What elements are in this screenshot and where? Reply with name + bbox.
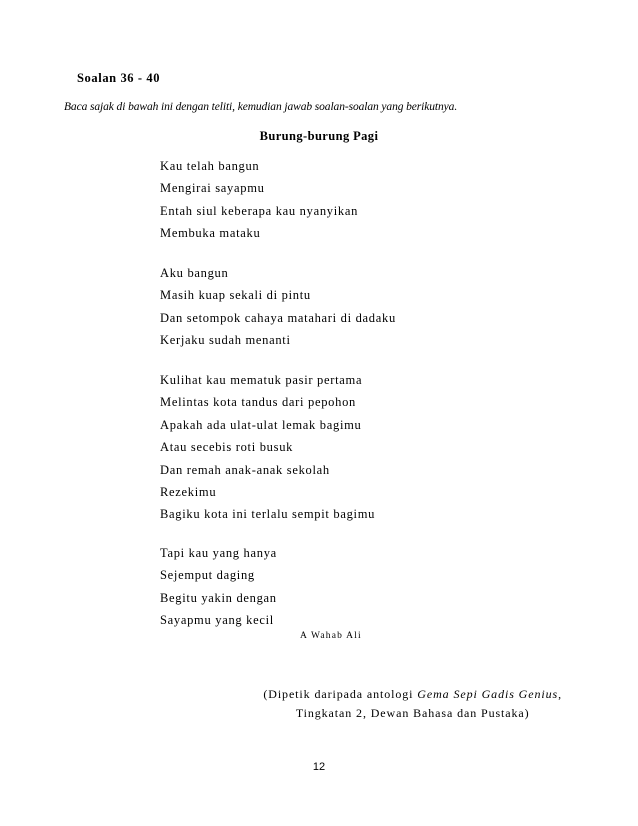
poem-line: Kau telah bangun [160,159,260,173]
poem-line: Membuka mataku [160,226,261,241]
source-line-1 [263,685,562,704]
poem-line: Atau secebis roti busuk [160,440,294,455]
poem-stanza-1 [160,155,358,245]
poem-stanza-2 [160,262,396,352]
poem-line: Rezekimu [160,484,217,499]
poem-line: Apakah ada ulat-ulat lemak bagimu [160,417,362,432]
question-heading: Soalan 36 - 40 [77,71,161,85]
poem-line: Dan setompok cahaya matahari di dadaku [160,310,396,325]
page-number: 12 [312,761,326,773]
poem-line: Sayapmu yang kecil [160,613,274,628]
source-citation [263,685,562,723]
source-line-2: Tingkatan 2, Dewan Bahasa dan Pustaka) [295,706,530,720]
poem-stanza-3 [160,369,375,526]
instruction-text: Baca sajak di bawah ini dengan teliti, kemudian jawab soalan-soalan yang berikutnya. [64,101,458,113]
poem-line: Masih kuap sekali di pintu [160,288,311,303]
poem-line: Melintas kota tandus dari pepohon [160,395,356,410]
poem-line: Bagiku kota ini terlalu sempit bagimu [160,507,376,522]
poem-line: Mengirai sayapmu [160,181,265,196]
anthology-title: Gema Sepi Gadis Genius [417,687,559,701]
poem-line: Kerjaku sudah menanti [160,333,291,348]
poem-line: Dan remah anak-anak sekolah [160,462,330,477]
poem-line: Tapi kau yang hanya [160,546,277,560]
poem-line: Begitu yakin dengan [160,590,277,605]
poem-stanza-4 [160,542,277,632]
poem-line: Kulihat kau mematuk pasir pertama [160,373,363,387]
poem-line: Aku bangun [160,266,229,280]
poem-line: Entah siul keberapa kau nyanyikan [160,203,359,218]
poem-author: A Wahab Ali [300,631,362,641]
poem-title: Burung-burung Pagi [259,129,379,143]
source-comma: , [558,687,562,701]
poem-line: Sejemput daging [160,568,255,583]
source-prefix: (Dipetik daripada antologi [263,687,418,701]
